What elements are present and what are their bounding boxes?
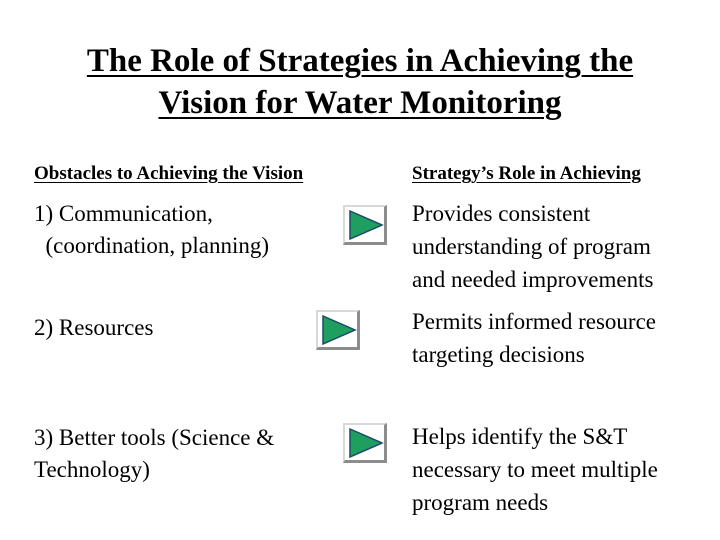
play-arrow-icon [348, 209, 384, 241]
obstacle-1-line-1: 1) Communication, [34, 201, 213, 226]
title-line-1: The Role of Strategies in Achieving the [86, 43, 634, 79]
strategy-2-line-1: Permits informed resource [412, 309, 656, 334]
action-button-2[interactable] [316, 310, 360, 350]
strategy-1-line-3: and needed improvements [412, 267, 654, 292]
slide-title [0, 40, 720, 124]
strategy-column-header: Strategy’s Role in Achieving [412, 163, 641, 184]
strategy-3 [412, 420, 658, 519]
strategy-1-line-2: understanding of program [412, 234, 651, 259]
obstacles-column-header: Obstacles to Achieving the Vision [34, 163, 304, 184]
title-line-2: Vision for Water Monitoring [158, 85, 562, 121]
play-arrow-icon [321, 314, 357, 346]
strategy-2-line-2: targeting decisions [412, 342, 585, 367]
strategy-3-line-2: necessary to meet multiple [412, 457, 658, 482]
obstacle-3-line-2: Technology) [34, 457, 150, 482]
strategy-2 [412, 305, 656, 371]
obstacle-2 [34, 312, 153, 344]
strategy-3-line-3: program needs [412, 490, 549, 515]
obstacle-1-line-2: (coordination, planning) [34, 233, 270, 258]
obstacle-2-line-1: 2) Resources [34, 315, 154, 340]
obstacle-3 [34, 422, 274, 486]
action-button-3[interactable] [343, 423, 387, 463]
strategy-1 [412, 197, 653, 296]
obstacle-1 [34, 198, 269, 262]
strategy-3-line-1: Helps identify the S&T [412, 424, 628, 449]
play-arrow-icon [348, 427, 384, 459]
strategy-1-line-1: Provides consistent [412, 201, 591, 226]
action-button-1[interactable] [343, 205, 387, 245]
obstacle-3-line-1: 3) Better tools (Science & [34, 425, 275, 450]
